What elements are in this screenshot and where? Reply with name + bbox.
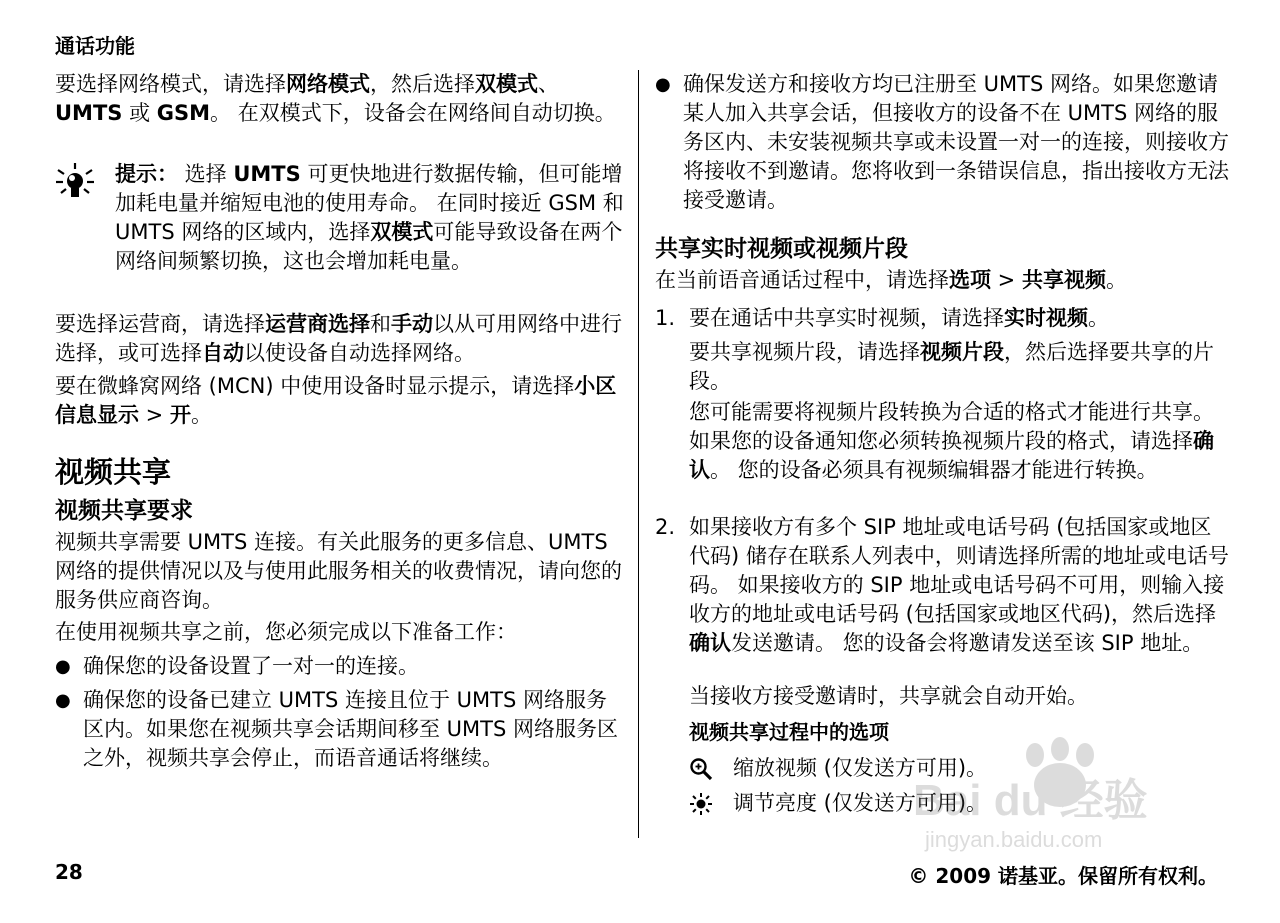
step-number: 1. [655,306,676,330]
step-2: 2. 如果接收方有多个 SIP 地址或电话号码 (包括国家或地区代码) 储存在联系人列表中，则请选择所需的地址或电话号码。 如果接收方的 SIP 地址或电话号码不可用，则输入接收方的地址或电话号码 (包括国家或地区代码)，然后选择确认发送邀请。 您的设备会将邀请发送至该 SIP 地址。 [655,515,1229,655]
list-item: ● 确保您的设备已建立 UMTS 连接且位于 UMTS 网络服务区内。如果您在视频共享会话期间移至 UMTS 网络服务区之外，视频共享会停止，而语音通话将继续。 [55,688,618,770]
watermark-logo-text: Bai du 经验 [913,776,1148,825]
bullet-icon: ● [655,74,671,95]
requirements-heading: 视频共享要求 [55,498,193,524]
options-heading: 视频共享过程中的选项 [689,720,889,744]
zoom-icon [689,757,713,781]
step-1-convert-paragraph: 您可能需要将视频片段转换为合适的格式才能进行共享。 如果您的设备通知您必须转换视频片段的格式，请选择确认。 您的设备必须具有视频编辑器才能进行转换。 [689,400,1214,482]
option-zoom: 缩放视频 (仅发送方可用)。 [689,754,1230,783]
mcn-paragraph: 要在微蜂窝网络 (MCN) 中使用设备时显示提示，请选择小区信息显示 > 开。 [55,374,617,427]
list-item: ● 确保发送方和接收方均已注册至 UMTS 网络。如果您邀请某人加入共享会话，但接收方的设备不在 UMTS 网络的服务区内、未安装视频共享或未设置一对一的连接，则接收方将接收不到邀请。您将收到一条错误信息，指出接收方无法接受邀请。 [655,72,1229,212]
bullet-icon: ● [55,690,71,711]
requirements-paragraph: 视频共享需要 UMTS 连接。有关此服务的更多信息、UMTS 网络的提供情况以及与使用此服务相关的收费情况，请向您的服务供应商咨询。 [55,530,622,612]
option-brightness: 调节亮度 (仅发送方可用)。 [689,789,1230,818]
bullet-icon: ● [55,656,71,677]
list-item: ● 确保您的设备设置了一对一的连接。 [55,652,625,681]
page-number: 28 [55,860,83,884]
baidu-watermark-logo [905,735,1225,855]
preparation-paragraph: 在使用视频共享之前，您必须完成以下准备工作： [55,620,517,644]
video-sharing-title: 视频共享 [55,455,172,489]
brightness-icon [689,792,713,816]
tip-lightbulb-icon [55,162,95,200]
share-video-heading: 共享实时视频或视频片段 [655,236,908,262]
tip-block: 提示： 选择 UMTS 可更快地进行数据传输，但可能增加耗电量并缩短电池的使用寿命。 在同时接近 GSM 和 UMTS 网络的区域内，选择双模式可能导致设备在两个网络间频繁切换，这也会增加耗电量。 [55,160,625,276]
copyright: © 2009 诺基亚。保留所有权利。 [908,864,1218,888]
operator-paragraph: 要选择运营商，请选择运营商选择和手动以从可用网络中进行选择，或可选择自动以使设备自动选择网络。 [55,312,622,365]
step-number: 2. [655,515,676,539]
network-mode-paragraph: 要选择网络模式，请选择网络模式，然后选择双模式、UMTS 或 GSM。 在双模式下，设备会在网络间自动切换。 [55,72,616,125]
column-divider [638,70,639,838]
share-intro: 在当前语音通话过程中，请选择选项 > 共享视频。 [655,268,1127,292]
step-1-clip-paragraph: 要共享视频片段，请选择视频片段，然后选择要共享的片段。 [689,340,1214,393]
section-heading: 通话功能 [55,34,135,58]
step-1: 1. 要在通话中共享实时视频，请选择实时视频。 [655,304,1230,333]
watermark-url: jingyan.baidu.com [925,827,1103,852]
auto-start-paragraph: 当接收方接受邀请时，共享就会自动开始。 [689,684,1088,708]
